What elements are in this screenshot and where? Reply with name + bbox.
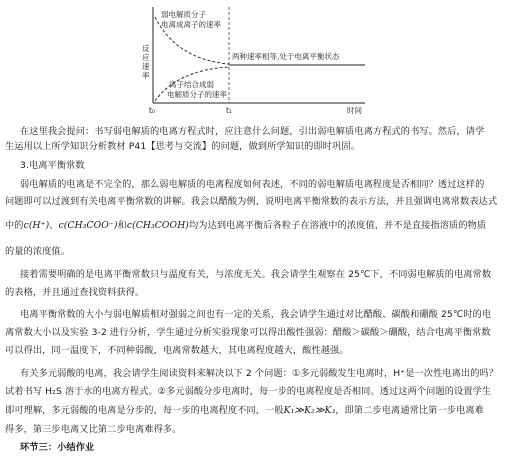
paragraph-line: 可以得出，同一温度下，不同种弱酸，电离常数越大，其电离程度越大，酸性越强。: [5, 345, 349, 356]
t1-label: t₁: [226, 106, 232, 115]
ionization-rate-label-1: 弱电解质分子: [161, 10, 206, 19]
paragraph-line: 的表格，并且通过查找资料获得。: [5, 287, 145, 298]
text-run: 即可理解，多元弱酸的电离是分步的，每一步的电离程度不同，一般: [5, 405, 284, 416]
paragraph-line: 得多，第三步电离又比第二步电离难得多。: [5, 424, 182, 435]
paragraph-line: 离常数大小以及实验 3-2 进行分析，学生通过分析实验现象可以得出酸性强弱：醋酸＞碳酸＞硼酸，结合电离平衡常数: [5, 327, 491, 338]
formula-acetic-acid: c(CH₃COOH): [126, 220, 189, 231]
text-run: 和: [117, 220, 127, 231]
section-heading: 环节三：小结作业: [20, 442, 95, 453]
formula-h-ion: c(H⁺): [23, 220, 50, 231]
paragraph-line: 生运用以上所学知识分析教材 P41【思考与交流】的问题，做到所学知识的即时巩固。: [5, 141, 360, 152]
x-axis-label: 时间: [347, 106, 362, 115]
text-run: 均为达到电离平衡后各粒子在溶液中的浓度值，并不是直接指溶质的物质: [189, 220, 487, 231]
formula-acetate: c(CH₃COO⁻): [58, 220, 118, 231]
paragraph-line: 弱电解质的电离是不完全的，那么弱电解质的电离程度如何表述，不同的弱电解质电离程度是否相同？透过这样的: [20, 179, 485, 190]
paragraph-line: 试着书写 H₂S 溶于水的电离方程式。②多元弱酸分步电离时，每一步的电离程度是否相同。透过这两个问题的设置学生: [5, 386, 492, 397]
formula-k-order: K₁≫K₂≫K₃: [283, 405, 336, 416]
y-axis-label-char-1: 反: [142, 44, 150, 53]
equilibrium-label: 两种速率相等,处于电离平衡状态: [232, 52, 340, 61]
y-axis-label-char-3: 速: [142, 62, 150, 71]
paragraph-line: 接着需要明确的是电离平衡常数只与温度有关，与浓度无关。我会请学生观察在 25℃下，不同弱电解质的电离常数: [20, 269, 492, 280]
t0-label: t₀: [149, 106, 155, 115]
paragraph-line: 的量的浓度值。: [5, 246, 71, 257]
paragraph-line: 有关多元弱酸的电离，我会请学生阅读资料来解决以下 2 个问题：①多元弱酸发生电离时，H⁺是一次性电离出的吗？: [20, 368, 499, 379]
section-heading: 3.电离平衡常数: [20, 160, 85, 171]
text-run: 、: [49, 220, 59, 231]
paragraph-line-with-formula: [5, 219, 486, 233]
combination-rate-label-1: 离子结合成弱: [169, 80, 214, 89]
document-body: [0, 123, 513, 459]
rate-time-diagram: [139, 5, 369, 117]
paragraph-line: 问题即可以过渡到有关电离平衡常数的讲解。我会以醋酸为例，说明电离平衡常数的表示方法，并且强调电离常数表达式: [5, 196, 498, 207]
combination-rate-label-2: 电解质分子的速率: [167, 90, 227, 99]
paragraph-line: 电离平衡常数的大小与弱电解质相对强弱之间也有一定的关系，我会请学生通过对比醋酸、碳酸和硼酸 25℃时的电: [20, 309, 492, 320]
text-run: 中的: [5, 220, 24, 231]
text-run: ，即第二步电离通常比第一步电离难: [335, 405, 484, 416]
ionization-rate-label-2: 电离成离子的速率: [161, 20, 221, 29]
y-axis-label-char-4: 率: [142, 71, 150, 80]
paragraph-line-with-formula: [5, 404, 484, 418]
paragraph-line: 在这里我会提问：书写弱电解质的电离方程式时，应注意什么问题，引出弱电解质电离方程式的书写。然后，请学: [20, 126, 485, 137]
y-axis-label-char-2: 应: [142, 53, 150, 62]
